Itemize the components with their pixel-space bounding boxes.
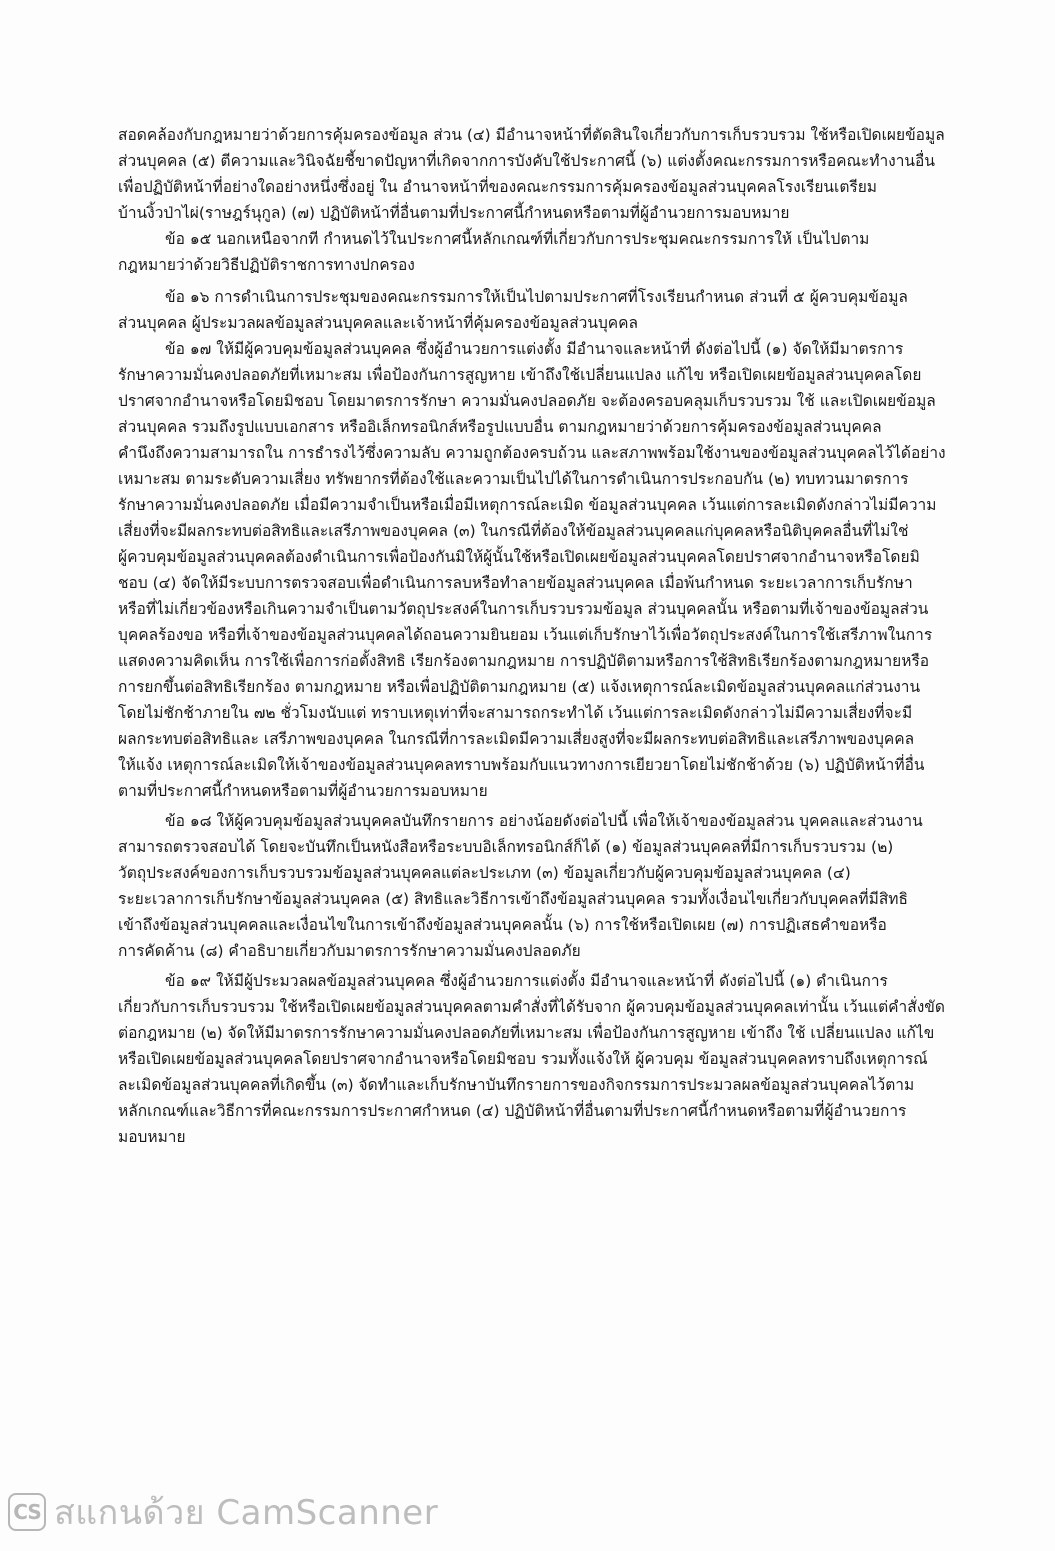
text-line: ผลกระทบต่อสิทธิและ เสรีภาพของบุคคล ในกรณีที่การละเมิดมีความเสี่ยงสูงที่จะมีผลกระทบต่อสิทธิและเสรีภาพของบุคคล [118,730,915,748]
text-line: สามารถตรวจสอบได้ โดยจะบันทึกเป็นหนังสือหรือระบบอิเล็กทรอนิกส์ก็ได้ (๑) ข้อมูลส่วนบุคคลที่มีการเก็บรวบรวม (๒) [118,838,894,856]
text-line: สอดคล้องกับกฎหมายว่าด้วยการคุ้มครองข้อมูล ส่วน (๔) มีอำนาจหน้าที่ตัดสินใจเกี่ยวกับการเก็บรวบรวม ใช้หรือเปิดเผยข้อมูล [118,126,945,144]
text-line: ส่วนบุคคล รวมถึงรูปแบบเอกสาร หรืออิเล็กทรอนิกส์หรือรูปแบบอื่น ตามกฎหมายว่าด้วยการคุ้มครองข้อมูลส่วนบุคคล [118,418,882,436]
text-line: ให้แจ้ง เหตุการณ์ละเมิดให้เจ้าของข้อมูลส่วนบุคคลทราบพร้อมกับแนวทางการเยียวยาโดยไม่ชักช้าด้วย (๖) ปฏิบัติหน้าที่อื่น [118,756,925,774]
text-line: มอบหมาย [118,1128,186,1146]
text-line: บ้านงิ้วป่าไผ่(ราษฎร์นุกูล) (๗) ปฏิบัติหน้าที่อื่นตามที่ประกาศนี้กำหนดหรือตามที่ผู้อำนวยการมอบหมาย [118,204,790,222]
text-line: หลักเกณฑ์และวิธีการที่คณะกรรมการประกาศกำหนด (๔) ปฏิบัติหน้าที่อื่นตามที่ประกาศนี้กำหนดหรือตามที่ผู้อำนวยการ [118,1102,907,1120]
watermark-text: สแกนด้วย CamScanner [54,1493,439,1533]
text-line: หรือเปิดเผยข้อมูลส่วนบุคคลโดยปราศจากอำนาจหรือโดยมิชอบ รวมทั้งแจ้งให้ ผู้ควบคุม ข้อมูลส่วนบุคคลทราบถึงเหตุการณ์ [118,1050,928,1068]
text-line: ปราศจากอำนาจหรือโดยมิชอบ โดยมาตรการรักษา ความมั่นคงปลอดภัย จะต้องครอบคลุมเก็บรวบรวม ใช้ และเปิดเผยข้อมูล [118,392,936,410]
text-line: ต่อกฎหมาย (๒) จัดให้มีมาตรการรักษาความมั่นคงปลอดภัยที่เหมาะสม เพื่อป้องกันการสูญหาย เข้าถึง ใช้ เปลี่ยนแปลง แก้ไข [118,1024,935,1042]
text-line: ส่วนบุคคล (๕) ตีความและวินิจฉัยชี้ขาดปัญหาที่เกิดจากการบังคับใช้ประกาศนี้ (๖) แต่งตั้งคณะกรรมการหรือคณะทำงานอื่น [118,152,935,170]
text-line: ข้อ ๑๕ นอกเหนือจากที กำหนดไว้ในประกาศนี้หลักเกณฑ์ที่เกี่ยวกับการประชุมคณะกรรมการให้ เป็นไปตาม [165,230,870,248]
text-line: ข้อ ๑๗ ให้มีผู้ควบคุมข้อมูลส่วนบุคคล ซึ่งผู้อำนวยการแต่งตั้ง มีอำนาจและหน้าที่ ดังต่อไปนี้ (๑) จัดให้มีมาตรการ [165,340,904,358]
text-line: เข้าถึงข้อมูลส่วนบุคคลและเงื่อนไขในการเข้าถึงข้อมูลส่วนบุคคลนั้น (๖) การใช้หรือเปิดเผย (๗) การปฏิเสธคำขอหรือ [118,916,887,934]
text-line: รักษาความมั่นคงปลอดภัย เมื่อมีความจำเป็นหรือเมื่อมีเหตุการณ์ละเมิด ข้อมูลส่วนบุคคล เว้นแต่การละเมิดดังกล่าวไม่มีความ [118,496,937,514]
text-line: ส่วนบุคคล ผู้ประมวลผลข้อมูลส่วนบุคคลและเจ้าหน้าที่คุ้มครองข้อมูลส่วนบุคคล [118,314,639,332]
text-line: วัตถุประสงค์ของการเก็บรวบรวมข้อมูลส่วนบุคคลแต่ละประเภท (๓) ข้อมูลเกี่ยวกับผู้ควบคุมข้อมูลส่วนบุคคล (๔) [118,864,851,882]
text-line: โดยไม่ชักช้าภายใน ๗๒ ชั่วโมงนับแต่ ทราบเหตุเท่าที่จะสามารถกระทำได้ เว้นแต่การละเมิดดังกล่าวไม่มีความเสี่ยงที่จะมี [118,704,913,722]
text-line: เสี่ยงที่จะมีผลกระทบต่อสิทธิและเสรีภาพของบุคคล (๓) ในกรณีที่ต้องให้ข้อมูลส่วนบุคคลแก่บุคคลหรือนิติบุคคลอื่นที่ไม่ใช่ [118,522,909,540]
document-body [118,122,970,1302]
text-line: เพื่อปฏิบัติหน้าที่อย่างใดอย่างหนึ่งซึ่งอยู่ ใน อำนาจหน้าที่ของคณะกรรมการคุ้มครองข้อมูลส่วนบุคคลโรงเรียนเตรียม [118,178,878,196]
text-line: การยกขึ้นต่อสิทธิเรียกร้อง ตามกฎหมาย หรือเพื่อปฏิบัติตามกฎหมาย (๕) แจ้งเหตุการณ์ละเมิดข้อมูลส่วนบุคคลแก่ส่วนงาน [118,678,921,696]
text-line: คำนึงถึงความสามารถใน การธำรงไว้ซึ่งความลับ ความถูกต้องครบถ้วน และสภาพพร้อมใช้งานของข้อมูลส่วนบุคคลไว้ได้อย่าง [118,444,946,462]
text-line: ผู้ควบคุมข้อมูลส่วนบุคคลต้องดำเนินการเพื่อป้องกันมิให้ผู้นั้นใช้หรือเปิดเผยข้อมูลส่วนบุคคลโดยปราศจากอำนาจหรือโดยมิ [118,548,920,566]
text-line: ละเมิดข้อมูลส่วนบุคคลที่เกิดขึ้น (๓) จัดทำและเก็บรักษาบันทึกรายการของกิจกรรมการประมวลผลข้อมูลส่วนบุคคลไว้ตาม [118,1076,915,1094]
text-line: รักษาความมั่นคงปลอดภัยที่เหมาะสม เพื่อป้องกันการสูญหาย เข้าถึงใช้เปลี่ยนแปลง แก้ไข หรือเปิดเผยข้อมูลส่วนบุคคลโดย [118,366,922,384]
camscanner-watermark [8,1488,438,1536]
text-line: เหมาะสม ตามระดับความเสี่ยง ทรัพยากรที่ต้องใช้และความเป็นไปได้ในการดำเนินการประกอบกัน (๒) ทบทวนมาตรการ [118,470,909,488]
text-line: ชอบ (๔) จัดให้มีระบบการตรวจสอบเพื่อดำเนินการลบหรือทำลายข้อมูลส่วนบุคคล เมื่อพ้นกำหนด ระยะเวลาการเก็บรักษา [118,574,913,592]
text-line: กฎหมายว่าด้วยวิธีปฏิบัติราชการทางปกครอง [118,256,415,274]
text-line: ระยะเวลาการเก็บรักษาข้อมูลส่วนบุคคล (๕) สิทธิและวิธีการเข้าถึงข้อมูลส่วนบุคคล รวมทั้งเงื่อนไขเกี่ยวกับบุคคลที่มีสิทธิ [118,890,908,908]
text-line: เกี่ยวกับการเก็บรวบรวม ใช้หรือเปิดเผยข้อมูลส่วนบุคคลตามคำสั่งที่ได้รับจาก ผู้ควบคุมข้อมูลส่วนบุคคลเท่านั้น เว้นแต่คำสั่งขัด [118,998,945,1016]
text-line: การคัดค้าน (๘) คำอธิบายเกี่ยวกับมาตรการรักษาความมั่นคงปลอดภัย [118,942,581,960]
text-line: แสดงความคิดเห็น การใช้เพื่อการก่อตั้งสิทธิ เรียกร้องตามกฎหมาย การปฏิบัติตามหรือการใช้สิทธิเรียกร้องตามกฎหมายหรือ [118,652,930,670]
text-line: ข้อ ๑๖ การดำเนินการประชุมของคณะกรรมการให้เป็นไปตามประกาศที่โรงเรียนกำหนด ส่วนที่ ๕ ผู้ควบคุมข้อมูล [165,288,908,306]
text-line: หรือที่ไม่เกี่ยวข้องหรือเกินความจำเป็นตามวัตถุประสงค์ในการเก็บรวบรวมข้อมูล ส่วนบุคคลนั้น หรือตามที่เจ้าของข้อมูลส่วน [118,600,929,618]
text-line: บุคคลร้องขอ หรือที่เจ้าของข้อมูลส่วนบุคคลได้ถอนความยินยอม เว้นแต่เก็บรักษาไว้เพื่อวัตถุประสงค์ในการใช้เสรีภาพในการ [118,626,933,644]
camscanner-logo-icon: CS [8,1493,46,1531]
text-line: ตามที่ประกาศนี้กำหนดหรือตามที่ผู้อำนวยการมอบหมาย [118,782,488,800]
text-line: ข้อ ๑๙ ให้มีผู้ประมวลผลข้อมูลส่วนบุคคล ซึ่งผู้อำนวยการแต่งตั้ง มีอำนาจและหน้าที่ ดังต่อไปนี้ (๑) ดำเนินการ [165,972,888,990]
text-line: ข้อ ๑๘ ให้ผู้ควบคุมข้อมูลส่วนบุคคลบันทึกรายการ อย่างน้อยดังต่อไปนี้ เพื่อให้เจ้าของข้อมูลส่วน บุคคลและส่วนงาน [165,812,923,830]
